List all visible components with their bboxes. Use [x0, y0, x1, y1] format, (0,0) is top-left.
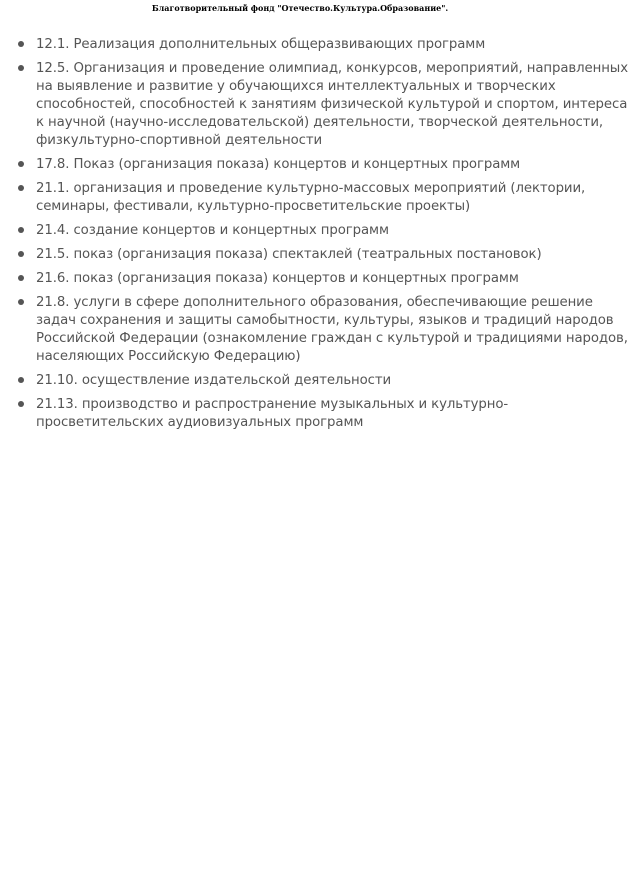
activity-list — [0, 36, 628, 438]
list-item: 21.13. производство и распространение музыкальных и культурно-просветительских аудиовизуальных программ — [36, 396, 628, 432]
page-title: Благотворительный фонд "Отечество.Культура.Образование". — [151, 3, 449, 13]
list-item: 21.8. услуги в сфере дополнительного образования, обеспечивающие решение задач сохранения и защиты самобытности, культуры, языков и традиций народов Российской Федерации (ознакомление граждан с культурой и традициями народов, населяющих Российскую Федерацию) — [36, 295, 628, 364]
list-item: 12.5. Организация и проведение олимпиад, конкурсов, мероприятий, направленных на выявление и развитие у обучающихся интеллектуальных и творческих способностей, способностей к занятиям физической культурой и спортом, интереса к научной (научно-исследовательской) деятельности, творческой деятельности, физкультурно-спортивной деятельности — [36, 61, 628, 148]
list-item: 21.4. создание концертов и концертных программ — [36, 222, 628, 240]
list-item: 21.10. осуществление издательской деятельности — [36, 372, 628, 390]
list-item: 21.1. организация и проведение культурно-массовых мероприятий (лектории, семинары, фестивали, культурно-просветительские проекты) — [36, 180, 628, 216]
list-item: 17.8. Показ (организация показа) концертов и концертных программ — [36, 156, 628, 174]
list-item: 21.5. показ (организация показа) спектаклей (театральных постановок) — [36, 246, 628, 264]
list-item: 12.1. Реализация дополнительных общеразвивающих программ — [36, 36, 628, 54]
list-item: 21.6. показ (организация показа) концертов и концертных программ — [36, 270, 628, 288]
